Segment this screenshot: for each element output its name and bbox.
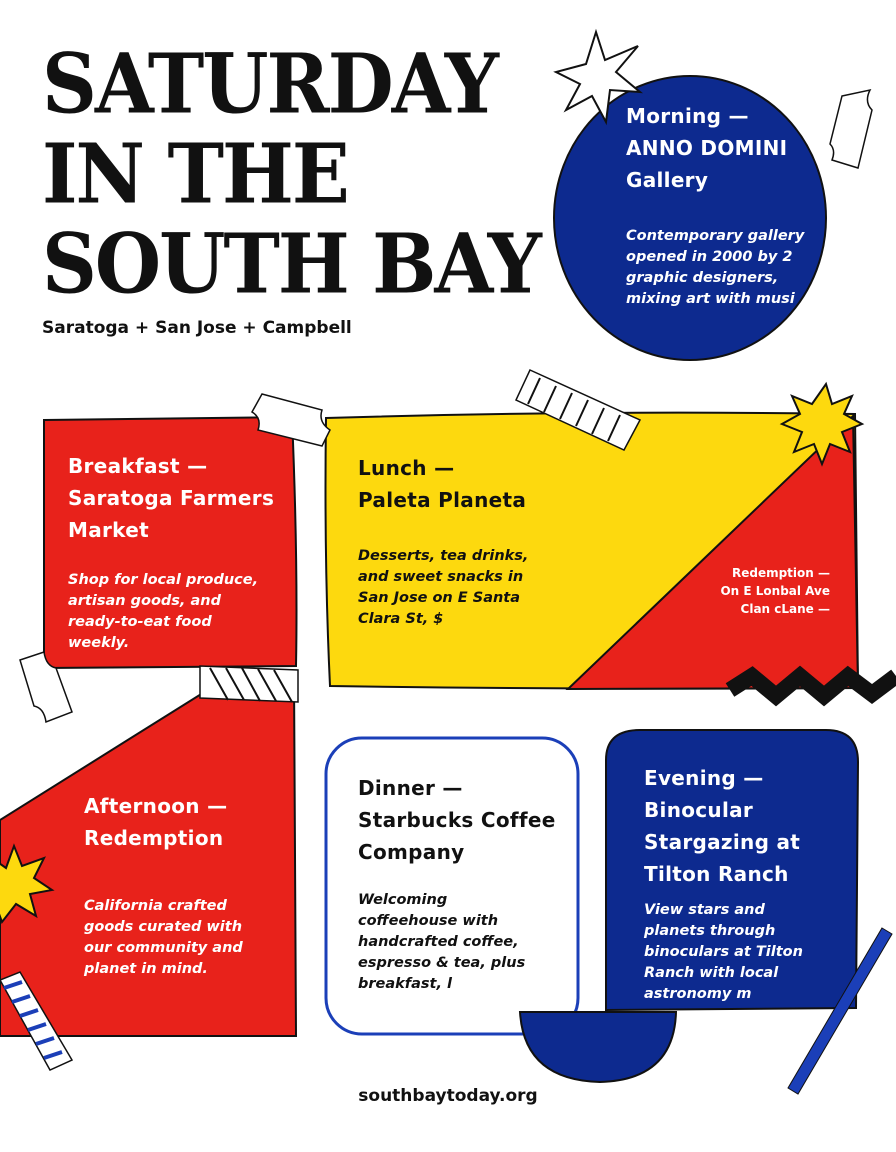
- yellow-star-icon: [782, 384, 862, 464]
- title-line: SOUTH BAY: [42, 216, 540, 313]
- afternoon-description: California crafted goods curated with our community and planet in mind.: [84, 898, 243, 977]
- striped-tape: [200, 666, 298, 702]
- dinner-description: Welcoming coffeehouse with handcrafted coffee, espresso & tea, plus breakfast, l: [358, 892, 526, 992]
- morning-heading: Morning — ANNO DOMINI Gallery: [626, 104, 788, 192]
- page-title: [42, 36, 540, 313]
- tape-strip: [830, 90, 872, 168]
- title-line: SATURDAY: [42, 36, 498, 133]
- breakfast-description: Shop for local produce, artisan goods, and ready-to-eat food weekly.: [68, 572, 259, 651]
- title-line: IN THE: [42, 126, 348, 223]
- dinner-heading: Dinner — Starbucks Coffee Company: [358, 776, 556, 864]
- zigzag-shape: [730, 676, 896, 696]
- half-circle: [520, 1012, 676, 1082]
- lunch-description: Desserts, tea drinks, and sweet snacks in San Jose on E Santa Clara St, $: [358, 548, 529, 627]
- morning-description: Contemporary gallery opened in 2000 by 2 graphic designers, mixing art with musi: [626, 228, 805, 307]
- breakfast-heading: Breakfast — Saratoga Farmers Market: [68, 454, 275, 542]
- lunch-heading: Lunch — Paleta Planeta: [358, 456, 527, 512]
- afternoon-block: [0, 676, 296, 1036]
- subtitle: Saratoga + San Jose + Campbell: [42, 318, 352, 338]
- evening-description: View stars and planets through binoculars at Tilton Ranch with local astronomy m: [644, 902, 803, 1002]
- footer-link[interactable]: southbaytoday.org: [358, 1086, 538, 1106]
- redemption-note: Redemption — On E Lonbal Ave Clan cLane —: [720, 566, 830, 616]
- evening-heading: Evening — Binocular Stargazing at Tilton Ranch: [644, 766, 801, 886]
- afternoon-heading: Afternoon — Redemption: [84, 794, 228, 850]
